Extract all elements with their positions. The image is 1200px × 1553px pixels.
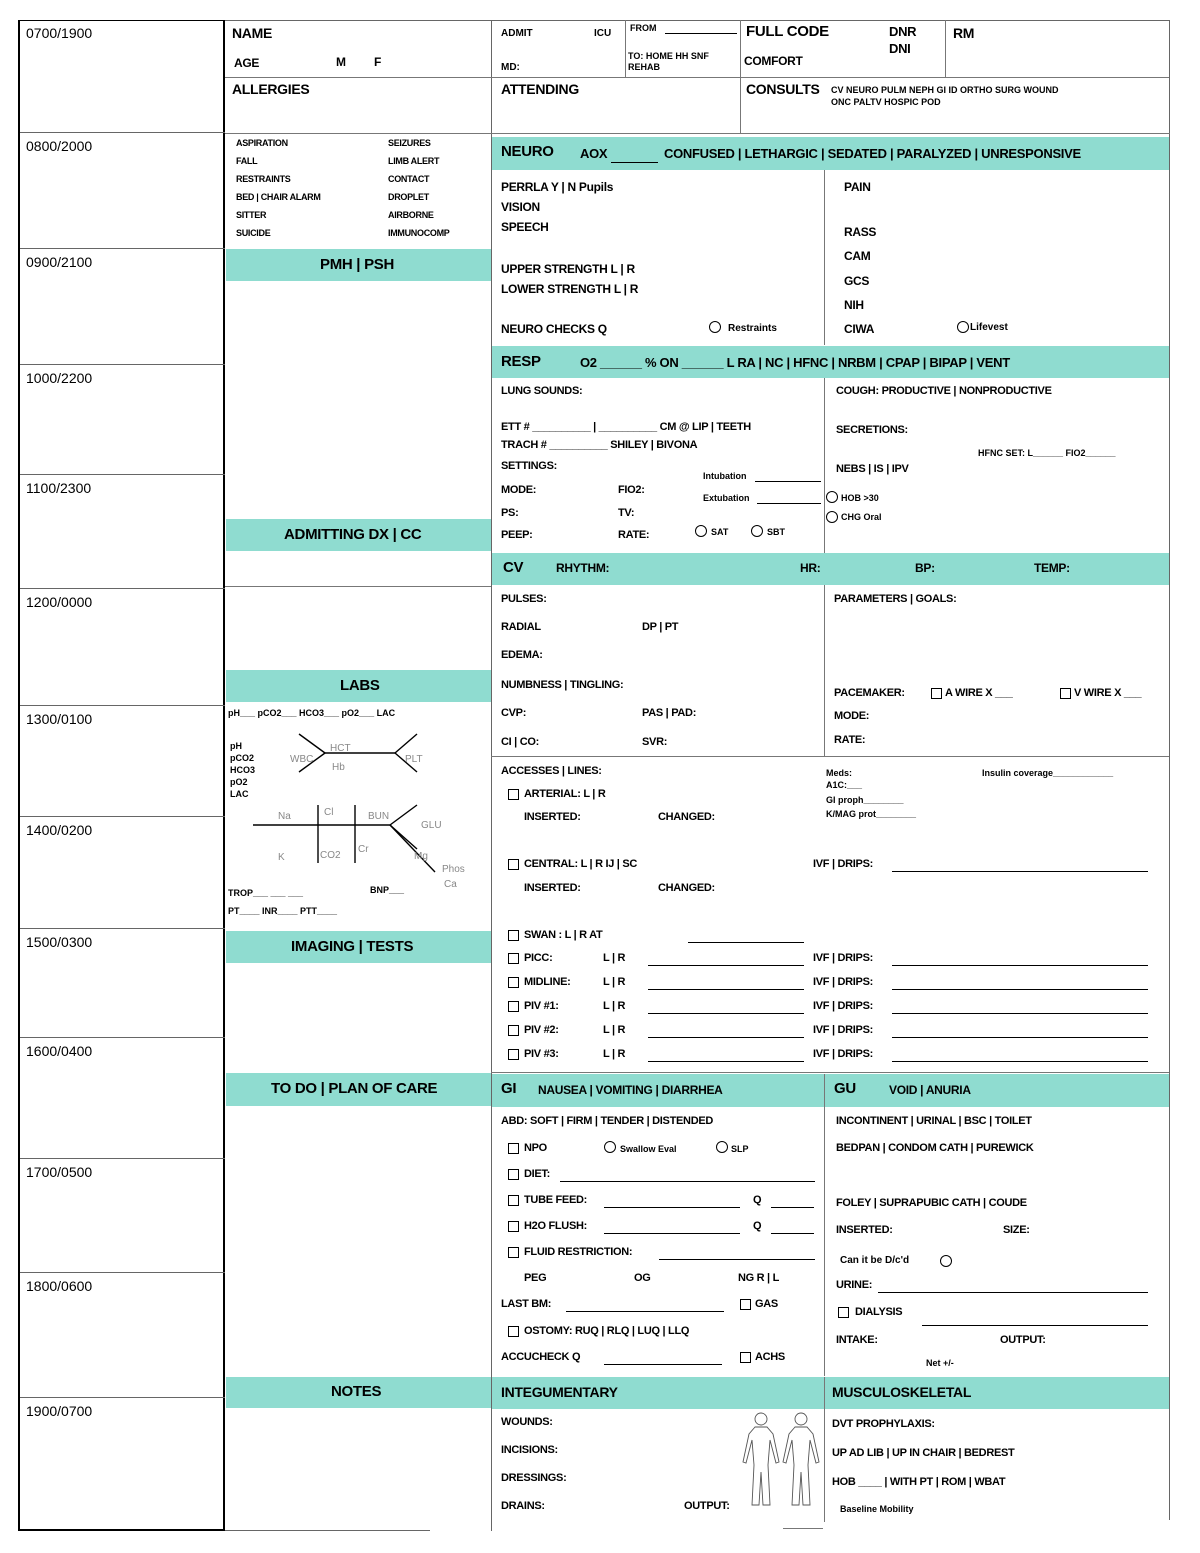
lung-sounds: LUNG SOUNDS: [501,385,583,397]
precaution-item[interactable]: FALL [236,156,258,166]
hr-label: HR: [800,561,821,575]
intake-label: INTAKE: [836,1334,878,1346]
ett-line: ETT # __________ | __________ CM @ LIP | TEETH [501,421,751,433]
tube-feed-label: TUBE FEED: [524,1194,588,1206]
slp-label: SLP [731,1144,749,1154]
precaution-item[interactable]: AIRBORNE [388,210,434,220]
nih-label: NIH [844,298,864,312]
lab-ca: Ca [444,879,457,890]
settings-label: SETTINGS: [501,460,557,472]
time-slot-label: 1600/0400 [26,1043,93,1059]
lab-k: K [278,852,285,863]
hfnc-set: HFNC SET: L______ FIO2______ [978,448,1116,458]
piv2-side[interactable]: L | R [603,1024,626,1036]
fluid-restriction-label: FLUID RESTRICTION: [524,1246,633,1258]
pacer-rate: RATE: [834,734,866,746]
ciwa-label: CIWA [844,322,875,336]
pacer-mode: MODE: [834,710,870,722]
pulses-label: PULSES: [501,593,547,605]
lab-na: Na [278,811,291,822]
vision-label: VISION [501,200,540,214]
time-slot-label: 1100/2300 [26,480,92,496]
body-diagram-icon[interactable] [737,1410,827,1510]
trach-line: TRACH # __________ SHILEY | BIVONA [501,439,698,451]
todo-title: TO DO | PLAN OF CARE [271,1080,438,1097]
dvt-label: DVT PROPHYLAXIS: [832,1418,935,1430]
numbness-label: NUMBNESS | TINGLING: [501,679,624,691]
lifevest-radio[interactable] [957,321,969,333]
hob-radio[interactable] [826,491,838,503]
rass-label: RASS [844,225,877,239]
drains-label: DRAINS: [501,1500,545,1512]
lab-co2: CO2 [320,850,341,861]
temp-label: TEMP: [1034,561,1070,575]
h2o-flush-q: Q [753,1220,762,1232]
pas-pad-label: PAS | PAD: [642,707,697,719]
lab-bnp: BNP___ [370,885,405,895]
ostomy-checkbox[interactable] [508,1326,519,1337]
consults-list-2: ONC PALTV HOSPIC POD [831,97,941,107]
lab-abg-item: HCO3 [230,765,256,775]
attending-label: ATTENDING [501,81,579,97]
dni-label[interactable]: DNI [889,41,911,56]
diet-checkbox[interactable] [508,1169,519,1180]
gas-label: GAS [755,1298,778,1310]
time-slot-label: 1500/0300 [26,934,93,950]
time-slot-label: 1900/0700 [26,1403,93,1419]
neuro-checks: NEURO CHECKS Q [501,322,607,336]
lab-cl: Cl [324,807,334,818]
abd-line[interactable]: ABD: SOFT | FIRM | TENDER | DISTENDED [501,1115,714,1127]
lab-hct: HCT [330,743,351,754]
peg-label[interactable]: PEG [524,1272,547,1284]
speech-label: SPEECH [501,220,549,234]
gcs-label: GCS [844,274,870,288]
foley-line[interactable]: FOLEY | SUPRAPUBIC CATH | COUDE [836,1197,1027,1209]
arterial-changed: CHANGED: [658,811,715,823]
precaution-item[interactable]: ASPIRATION [236,138,288,148]
time-slot-label: 1800/0600 [26,1278,93,1294]
chg-radio[interactable] [826,511,838,523]
time-slot-label: 1300/0100 [26,711,93,727]
sat-label: SAT [711,527,729,537]
neuro-states[interactable]: CONFUSED | LETHARGIC | SEDATED | PARALYZED | UNRESPONSIVE [664,146,1081,161]
insulin-coverage: Insulin coverage____________ [982,768,1114,778]
lab-fishbone-diagram [225,725,491,905]
lab-plt: PLT [405,754,423,765]
swan-label: SWAN : L | R AT [524,929,603,941]
swan-checkbox[interactable] [508,930,519,941]
fio2-label: FIO2: [618,484,645,496]
lab-abg-item: pO2 [230,777,248,787]
diet-label: DIET: [524,1168,551,1180]
bedpan-line[interactable]: BEDPAN | CONDOM CATH | PUREWICK [836,1142,1034,1154]
tube-feed-checkbox[interactable] [508,1195,519,1206]
picc-label: PICC: [524,952,553,964]
resp-title: RESP [501,353,541,370]
v-wire-checkbox[interactable] [1060,688,1071,699]
time-slot-label: 0700/1900 [26,25,93,41]
ps-label: PS: [501,507,519,519]
activity-line[interactable]: UP AD LIB | UP IN CHAIR | BEDREST [832,1447,1015,1459]
precaution-item[interactable]: LIMB ALERT [388,156,440,166]
ostomy-label[interactable]: OSTOMY: RUQ | RLQ | LUQ | LLQ [524,1325,690,1337]
precaution-item[interactable]: IMMUNOCOMP [388,228,450,238]
rate-label: RATE: [618,529,650,541]
achs-checkbox[interactable] [740,1352,751,1363]
piv2-ivf: IVF | DRIPS: [813,1024,873,1036]
peep-label: PEEP: [501,529,533,541]
female-option[interactable]: F [374,55,382,69]
precaution-item[interactable]: SEIZURES [388,138,431,148]
parameters-label: PARAMETERS | GOALS: [834,593,957,605]
fluid-restriction-checkbox[interactable] [508,1247,519,1258]
cv-title: CV [503,559,524,576]
hob-label: HOB >30 [841,493,879,503]
gi-proph: GI proph________ [826,795,904,805]
midline-ivf: IVF | DRIPS: [813,976,873,988]
sbt-label: SBT [767,527,785,537]
cough-line[interactable]: COUGH: PRODUCTIVE | NONPRODUCTIVE [836,385,1052,397]
achs-label: ACHS [755,1351,785,1363]
dressings-label: DRESSINGS: [501,1472,567,1484]
piv1-side[interactable]: L | R [603,1000,626,1012]
accucheck-label: ACCUCHECK Q [501,1351,581,1363]
gu-title: GU [834,1080,856,1097]
gi-title: GI [501,1080,517,1097]
dnr-label[interactable]: DNR [889,24,917,39]
msk-title: MUSCULOSKELETAL [832,1384,972,1400]
incisions-label: INCISIONS: [501,1444,558,1456]
precaution-item[interactable]: RESTRAINTS [236,174,291,184]
gi-symptoms[interactable]: NAUSEA | VOMITING | DIARRHEA [538,1083,723,1097]
full-code-label[interactable]: FULL CODE [746,23,829,40]
og-label[interactable]: OG [634,1272,651,1284]
a-wire-label: A WIRE X ___ [945,687,1013,699]
admitting-title: ADMITTING DX | CC [284,526,422,543]
dc-label: Can it be D/c'd [840,1255,910,1266]
notes-title: NOTES [331,1383,382,1400]
central-label: CENTRAL: L | R IJ | SC [524,858,638,870]
central-checkbox[interactable] [508,859,519,870]
swallow-label: Swallow Eval [620,1144,677,1154]
arterial-checkbox[interactable] [508,789,519,800]
npo-checkbox[interactable] [508,1143,519,1154]
central-ivf: IVF | DRIPS: [813,858,873,870]
male-option[interactable]: M [336,55,346,69]
piv2-checkbox[interactable] [508,1025,519,1036]
meds-label: Meds: [826,768,853,778]
lab-cr: Cr [358,844,369,855]
time-slot-label: 1400/0200 [26,822,93,838]
secretions-label: SECRETIONS: [836,424,908,436]
resp-o2-bar[interactable]: O2 ______ % ON ______ L RA | NC | HFNC | NRBM | CPAP | BIPAP | VENT [580,355,1010,370]
precaution-item[interactable]: BED | CHAIR ALARM [236,192,321,202]
pacemaker-label: PACEMAKER: [834,687,905,699]
time-slot-label: 1200/0000 [26,594,93,610]
neuro-title: NEURO [501,143,554,160]
md-label: MD: [501,62,520,73]
time-slot-label: 0800/2000 [26,138,93,154]
lab-coag: PT____ INR____ PTT____ [228,906,338,916]
icu-label: ICU [594,28,612,39]
neuro-aox[interactable]: AOX [580,146,608,161]
piv1-label: PIV #1: [524,1000,559,1012]
to-label: TO: HOME HH SNF [628,51,709,61]
time-slot-label: 0900/2100 [26,254,93,270]
consults-label: CONSULTS [746,81,820,97]
cvp-label: CVP: [501,707,527,719]
perrla-label: PERRLA Y | N Pupils [501,180,614,194]
lower-strength: LOWER STRENGTH L | R [501,282,639,296]
radial-label: RADIAL [501,621,541,633]
arterial-inserted: INSERTED: [524,811,581,823]
v-wire-label: V WIRE X ___ [1074,687,1142,699]
midline-side[interactable]: L | R [603,976,626,988]
central-inserted: INSERTED: [524,882,581,894]
picc-side[interactable]: L | R [603,952,626,964]
dc-radio[interactable] [940,1255,952,1267]
comfort-label[interactable]: COMFORT [744,54,803,68]
foley-size: SIZE: [1003,1224,1030,1236]
kmag-prot: K/MAG prot________ [826,809,917,819]
piv3-label: PIV #3: [524,1048,559,1060]
svr-label: SVR: [642,736,668,748]
incontinent-line[interactable]: INCONTINENT | URINAL | BSC | TOILET [836,1115,1032,1127]
gu-void[interactable]: VOID | ANURIA [889,1083,971,1097]
slp-radio[interactable] [716,1141,728,1153]
mode-label: MODE: [501,484,537,496]
lab-abg-item: LAC [230,789,249,799]
swallow-radio[interactable] [604,1141,616,1153]
allergies-label: ALLERGIES [232,81,310,97]
ci-co-label: CI | CO: [501,736,539,748]
integ-output: OUTPUT: [684,1500,730,1512]
sbt-radio[interactable] [751,525,763,537]
piv2-label: PIV #2: [524,1024,559,1036]
admit-label: ADMIT [501,28,533,39]
midline-label: MIDLINE: [524,976,571,988]
sat-radio[interactable] [695,525,707,537]
foley-inserted: INSERTED: [836,1224,893,1236]
precaution-item[interactable]: SITTER [236,210,267,220]
precaution-item[interactable]: CONTACT [388,174,430,184]
picc-checkbox[interactable] [508,953,519,964]
labs-abg-line: pH___ pCO2___ HCO3___ pO2___ LAC [228,708,396,718]
cam-label: CAM [844,249,871,263]
picc-ivf: IVF | DRIPS: [813,952,873,964]
h2o-flush-checkbox[interactable] [508,1221,519,1232]
upper-strength: UPPER STRENGTH L | R [501,262,635,276]
time-slot-label: 1700/0500 [26,1164,93,1180]
pain-label: PAIN [844,180,871,194]
tv-label: TV: [618,507,635,519]
piv3-checkbox[interactable] [508,1049,519,1060]
integ-title: INTEGUMENTARY [501,1384,618,1400]
restraints-label: Restraints [728,323,777,334]
name-label: NAME [232,25,273,41]
wounds-label: WOUNDS: [501,1416,553,1428]
urine-label: URINE: [836,1279,873,1291]
npo-label: NPO [524,1142,547,1154]
midline-checkbox[interactable] [508,977,519,988]
a-wire-checkbox[interactable] [931,688,942,699]
rehab-label: REHAB [628,62,661,72]
central-changed: CHANGED: [658,882,715,894]
ng-label[interactable]: NG R | L [738,1272,780,1284]
lab-trop: TROP___ ___ ___ [228,888,304,898]
a1c-label: A1C:___ [826,780,863,790]
consults-list: CV NEURO PULM NEPH GI ID ORTHO SURG WOUND [831,85,1059,95]
age-label: AGE [234,56,260,70]
h2o-flush-label: H2O FLUSH: [524,1220,588,1232]
piv1-ivf: IVF | DRIPS: [813,1000,873,1012]
bp-label: BP: [915,561,935,575]
precaution-item[interactable]: DROPLET [388,192,429,202]
pmh-title: PMH | PSH [320,256,395,273]
lab-glu: GLU [421,820,442,831]
time-slot-label: 1000/2200 [26,370,93,386]
nebs-line[interactable]: NEBS | IS | IPV [836,463,909,475]
rhythm-label: RHYTHM: [556,561,610,575]
lab-abg-item: pH [230,741,242,751]
restraints-radio[interactable] [709,321,721,333]
imaging-title: IMAGING | TESTS [291,938,414,955]
lab-abg-item: pCO2 [230,753,255,763]
hob-line[interactable]: HOB ____ | WITH PT | ROM | WBAT [832,1476,1006,1488]
room-label: RM [953,25,975,41]
lab-bun: BUN [368,811,390,822]
output-label: OUTPUT: [1000,1334,1046,1346]
labs-title: LABS [340,677,380,694]
extubation-label: Extubation [703,493,750,503]
intubation-label: Intubation [703,471,747,481]
lab-wbc: WBC [290,754,314,765]
dialysis-checkbox[interactable] [838,1307,849,1318]
lab-hb: Hb [332,762,345,773]
dialysis-label: DIALYSIS [855,1306,903,1318]
lab-phos: Phos [442,864,465,875]
last-bm-label: LAST BM: [501,1298,552,1310]
lab-mg: Mg [414,851,428,862]
tube-feed-q: Q [753,1194,762,1206]
time-column [18,20,225,1531]
piv1-checkbox[interactable] [508,1001,519,1012]
dp-pt[interactable]: DP | PT [642,621,679,633]
accesses-label: ACCESSES | LINES: [501,765,602,777]
precaution-item[interactable]: SUICIDE [236,228,271,238]
lifevest-label: Lifevest [970,322,1008,333]
piv3-side[interactable]: L | R [603,1048,626,1060]
net-label: Net +/- [926,1358,954,1368]
arterial-label: ARTERIAL: L | R [524,788,606,800]
from-label: FROM [630,23,657,33]
baseline-mobility: Baseline Mobility [840,1504,914,1514]
edema-label: EDEMA: [501,649,543,661]
gas-checkbox[interactable] [740,1299,751,1310]
chg-label: CHG Oral [841,512,882,522]
piv3-ivf: IVF | DRIPS: [813,1048,873,1060]
